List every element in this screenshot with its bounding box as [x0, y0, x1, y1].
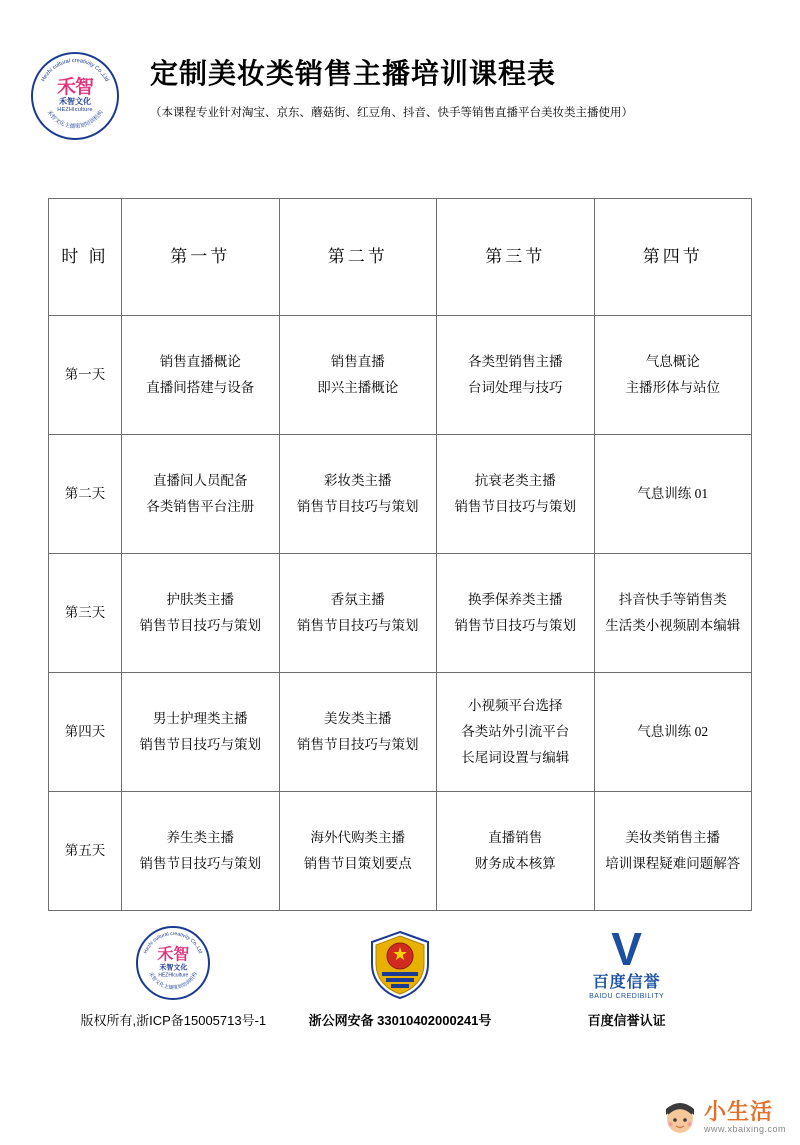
cell-line: 销售直播: [330, 354, 385, 369]
svg-text:Hezhi cultural creativity Co.,: Hezhi cultural creativity Co.,Ltd: [40, 57, 110, 83]
baidu-v-mark: V: [611, 923, 642, 975]
table-header-cell-session-3: 第三节: [437, 199, 595, 316]
table-cell-day: 第一天: [49, 316, 122, 435]
company-logo-en: HEZHIculture: [57, 107, 93, 113]
cell-line: 彩妆类主播: [324, 473, 392, 488]
cell-line: 直播销售: [488, 830, 543, 845]
icp-license-text: 版权所有,浙ICP备15005713号-1: [80, 1013, 267, 1028]
cell-line: 美妆类销售主播: [625, 830, 720, 845]
table-header-cell-session-2: 第二节: [279, 199, 437, 316]
baidu-credibility-icon: [589, 925, 664, 1000]
footer-badge-police: [300, 922, 500, 1029]
cell-line: 气息训练 02: [637, 724, 709, 739]
cell-line: 销售节目技巧与策划: [454, 618, 576, 633]
table-row: [49, 435, 752, 554]
cell-line: 即兴主播概论: [317, 380, 399, 395]
cell-line: 销售节目技巧与策划: [139, 856, 261, 871]
table-row: [49, 792, 752, 911]
table-cell-session: [437, 792, 595, 911]
cell-line: 销售节目技巧与策划: [139, 737, 261, 752]
svg-text:禾智文化主播策划培训机构: 禾智文化主播策划培训机构: [147, 971, 200, 992]
table-cell-session: [279, 435, 437, 554]
baidu-certification-text: 百度信誉认证: [587, 1013, 666, 1028]
table-cell-session: [594, 554, 752, 673]
header-logo-wrap: [0, 48, 150, 140]
table-cell-session: [594, 316, 752, 435]
table-cell-day: 第二天: [49, 435, 122, 554]
company-logo-small-cn: 禾智文化: [159, 964, 188, 972]
cell-line: 直播间搭建与设备: [146, 380, 255, 395]
watermark: [662, 1097, 786, 1137]
cell-line: 美发类主播: [324, 711, 392, 726]
table-cell-session: [594, 435, 752, 554]
table-cell-session: [122, 435, 280, 554]
cell-line: 台词处理与技巧: [468, 380, 563, 395]
table-cell-day: 第三天: [49, 554, 122, 673]
table-cell-session: [594, 673, 752, 792]
cell-line: 销售直播概论: [159, 354, 241, 369]
table-cell-session: [279, 316, 437, 435]
cell-line: 财务成本核算: [474, 856, 556, 871]
table-cell-day: 第四天: [49, 673, 122, 792]
cell-line: 直播间人员配备: [153, 473, 248, 488]
cell-line: 护肤类主播: [166, 592, 234, 607]
footer-badge-icp: [73, 922, 273, 1029]
schedule-table: [48, 198, 752, 911]
baidu-brand-en: BAIDU CREDIBILITY: [589, 993, 665, 1000]
table-cell-session: [122, 316, 280, 435]
cell-line: 销售节目策划要点: [303, 856, 412, 871]
table-row: [49, 673, 752, 792]
table-cell-session: [122, 792, 280, 911]
cell-line: 销售节目技巧与策划: [297, 499, 419, 514]
cell-line: 销售节目技巧与策划: [297, 737, 419, 752]
footer-badge-baidu: [527, 922, 727, 1029]
company-logo-small-mark: 禾智: [157, 946, 190, 964]
cell-line: 养生类主播: [166, 830, 234, 845]
document-footer: [0, 923, 800, 1087]
table-cell-day: 第五天: [49, 792, 122, 911]
svg-text:禾智文化主播策划培训机构: 禾智文化主播策划培训机构: [45, 109, 105, 131]
company-logo-inner: [43, 78, 107, 114]
cell-line: 各类型销售主播: [468, 354, 563, 369]
police-badge-graphic: [300, 922, 500, 1000]
table-cell-session: [279, 673, 437, 792]
table-row: [49, 554, 752, 673]
baidu-brand-cn: 百度信誉: [592, 974, 661, 991]
cell-line: 男士护理类主播: [153, 711, 248, 726]
police-license-text: 浙公网安备 33010402000241号: [308, 1013, 492, 1028]
mascot-icon: [662, 1097, 698, 1137]
header-title-block: [150, 48, 800, 122]
cell-line: 销售节目技巧与策划: [139, 618, 261, 633]
table-cell-session: [122, 673, 280, 792]
watermark-title: 小生活: [703, 1099, 773, 1124]
cell-line: 生活类小视频剧本编辑: [605, 618, 741, 633]
table-header-cell-session-4: 第四节: [594, 199, 752, 316]
cell-line: 换季保养类主播: [468, 592, 563, 607]
page-title: 定制美妆类销售主播培训课程表: [150, 58, 557, 89]
watermark-url: www.xbaixing.com: [703, 1124, 786, 1134]
document-header: [0, 0, 800, 168]
page-subtitle: （本课程专业针对淘宝、京东、蘑菇街、红豆角、抖音、快手等销售直播平台美妆类主播使用）: [150, 107, 633, 119]
table-cell-session: [279, 554, 437, 673]
table-cell-session: [437, 435, 595, 554]
cell-line: 主播形体与站位: [625, 380, 720, 395]
cell-line: 各类销售平台注册: [146, 499, 255, 514]
table-header-cell-time: 时 间: [49, 199, 122, 316]
footer-company-logo-graphic: [73, 922, 273, 1000]
baidu-badge-graphic: [527, 922, 727, 1000]
cell-line: 海外代购类主播: [310, 830, 405, 845]
table-header-cell-session-1: 第一节: [122, 199, 280, 316]
schedule-table-wrap: [48, 198, 752, 911]
company-logo-small-inner: [145, 948, 201, 979]
table-cell-session: [279, 792, 437, 911]
table-cell-session: [437, 673, 595, 792]
cell-line: 长尾词设置与编辑: [461, 750, 570, 765]
cell-line: 气息训练 01: [637, 486, 709, 501]
cell-line: 销售节目技巧与策划: [454, 499, 576, 514]
svg-text:Hezhi cultural creativity Co.,: Hezhi cultural creativity Co.,Ltd: [143, 930, 204, 955]
company-logo-small-en: HEZHIculture: [158, 972, 189, 979]
cell-line: 香氛主播: [330, 592, 385, 607]
watermark-text: [704, 1100, 786, 1134]
table-row: [49, 316, 752, 435]
table-cell-session: [437, 316, 595, 435]
cell-line: 销售节目技巧与策划: [297, 618, 419, 633]
company-logo: [31, 52, 119, 140]
cell-line: 抖音快手等销售类: [618, 592, 727, 607]
police-shield-icon: [368, 930, 432, 1000]
cell-line: 各类站外引流平台: [461, 724, 570, 739]
company-logo-mark: 禾智: [56, 77, 93, 98]
company-logo-small-icon: [136, 926, 210, 1000]
table-cell-session: [437, 554, 595, 673]
cell-line: 气息概论: [645, 354, 700, 369]
cell-line: 小视频平台选择: [468, 698, 563, 713]
table-cell-session: [122, 554, 280, 673]
cell-line: 培训课程疑难问题解答: [605, 856, 741, 871]
table-cell-session: [594, 792, 752, 911]
cell-line: 抗衰老类主播: [474, 473, 556, 488]
company-logo-cn: 禾智文化: [59, 97, 91, 106]
footer-badges: [0, 923, 800, 1029]
table-header-row: [49, 199, 752, 316]
